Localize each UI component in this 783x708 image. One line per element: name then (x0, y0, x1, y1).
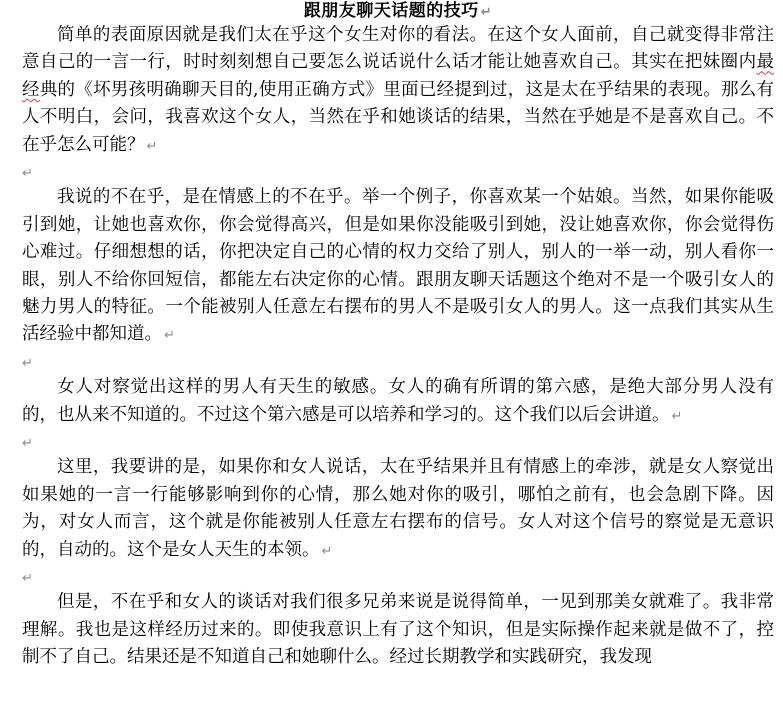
paragraph-4-text: 这里，我要讲的是，如果你和女人说话，太在乎结果并且有情感上的牵涉，就是女人察觉出如果她的一言一行能够影响到你的心情，那么她对你的吸引，哪怕之前有，也会急剧下降。因为，对女人而言，这个就是你能被别人任意左右摆布的信号。女人对这个信号的察觉是无意识的，自动的。这个是女人天生的本领。 (22, 457, 774, 560)
paragraph-2-text: 我说的不在乎，是在情感上的不在乎。举一个例子，你喜欢某一个姑娘。当然，如果你能吸引到她，让她也喜欢你，你会觉得高兴，但是如果你没能吸引到她，没让她喜欢你，你会觉得伤心难过。仔细想想的话，你把决定自己的心情的权力交给了别人，别人的一举一动，别人看你一眼，别人不给你回短信，都能左右决定你的心情。跟朋友聊天话题这个绝对不是一个吸引女人的魅力男人的特征。一个能被别人任意左右摆布的男人不是吸引女人的男人。这一点我们其实从生活经验中都知道。 (22, 187, 774, 345)
paragraph-mark-icon: ↵ (671, 408, 683, 424)
paragraph-3-text: 女人对察觉出这样的男人有天生的敏感。女人的确有所谓的第六感，是绝大部分男人没有的，也从来不知道的。不过这个第六感是可以培养和学习的。这个我们以后会讲道。 (22, 377, 774, 425)
empty-paragraph[interactable] (22, 160, 774, 184)
paragraph-3[interactable] (22, 374, 774, 430)
paragraph-mark-icon: ↵ (22, 436, 33, 452)
empty-paragraph[interactable] (22, 350, 774, 374)
document-page (22, 0, 774, 672)
paragraph-mark-icon: ↵ (164, 328, 175, 344)
paragraph-mark-icon: ↵ (480, 5, 493, 20)
empty-paragraph[interactable] (22, 430, 774, 454)
paragraph-1-text-end: 典的《坏男孩明确聊天目的,使用正确方式》里面已经提到过，这是太在乎结果的表现。那么有人不明白，会问，我喜欢这个女人，当然在乎和她谈话的结果，当然在乎她是不是喜欢自己。不在乎怎么可能？ (22, 79, 775, 155)
paragraph-2[interactable] (22, 184, 774, 349)
paragraph-1-text-start: 简单的表面原因就是我们太在乎这个女生对你的看法。在这个女人面前，自己就变得非常注意自己的一言一行，时时刻刻想自己要怎么说话说什么话才能让她喜欢自己。其实在把妹圈内 (22, 25, 774, 73)
paragraph-5[interactable] (22, 589, 774, 671)
title-text: 跟朋友聊天话题的技巧 (303, 1, 479, 21)
paragraph-1[interactable] (22, 22, 774, 160)
paragraph-mark-icon: ↵ (22, 571, 33, 587)
empty-paragraph[interactable] (22, 565, 774, 589)
paragraph-mark-icon: ↵ (146, 138, 158, 154)
spellcheck-flagged-word[interactable]: 最经 (22, 52, 774, 100)
paragraph-mark-icon: ↵ (321, 543, 333, 559)
paragraph-mark-icon: ↵ (22, 166, 33, 182)
paragraph-5-text: 但是，不在乎和女人的谈话对我们很多兄弟来说是说得简单，一见到那美女就难了。我非常理解。我也是这样经历过来的。即使我意识上有了这个知识，但是实际操作起来就是做不了，控制不了自己。结果还是不知道自己和她聊什么。经过长期教学和实践研究，我发现 (22, 592, 774, 668)
document-title (22, 0, 774, 22)
paragraph-4[interactable] (22, 454, 774, 565)
paragraph-mark-icon: ↵ (22, 355, 33, 371)
